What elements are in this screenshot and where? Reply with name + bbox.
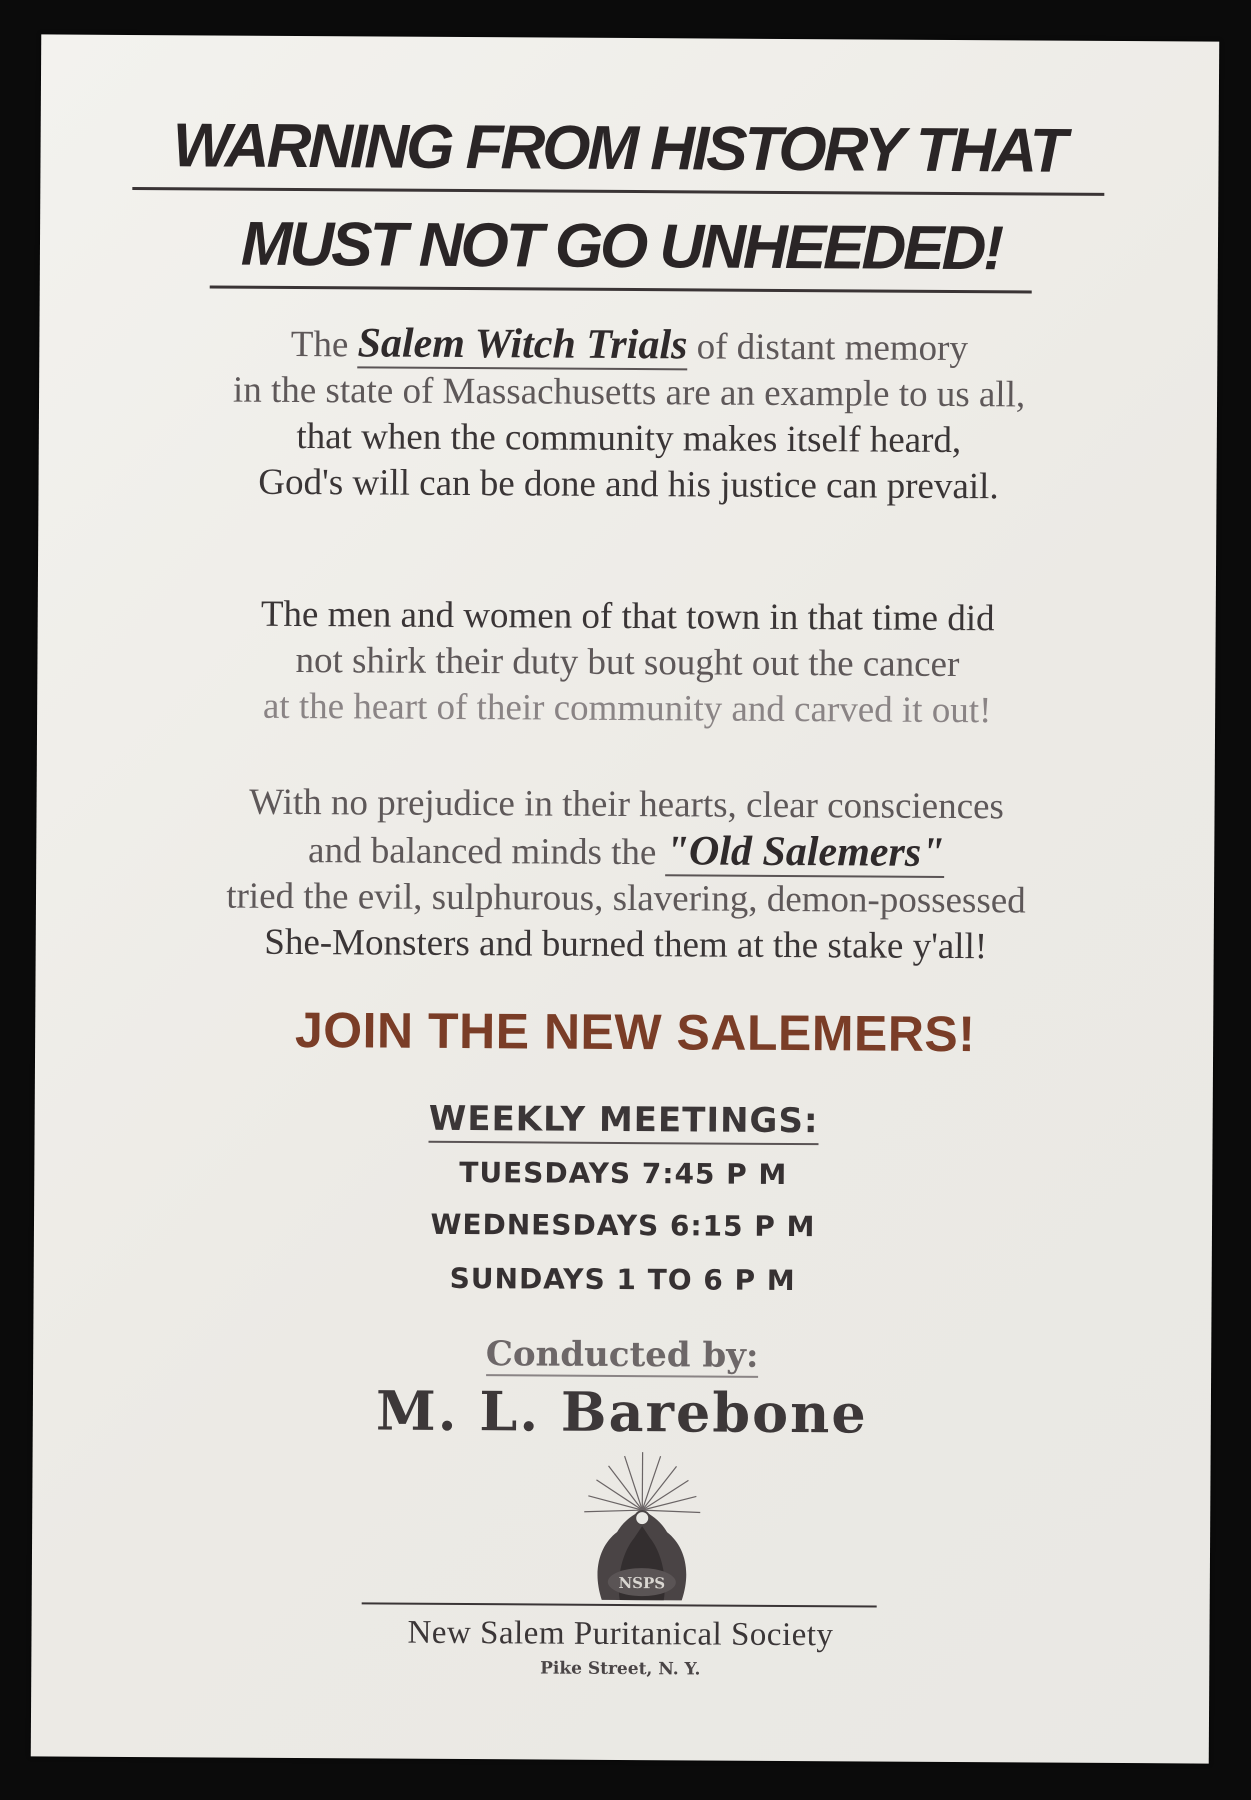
- paragraph-salem-trials: [128, 319, 1129, 511]
- paragraph-men-and-women: [127, 591, 1128, 735]
- paragraph-line: in the state of Massachusetts are an example to us all,: [232, 369, 1026, 416]
- paragraph-line: The men and women of that town in that time did: [260, 593, 995, 640]
- paragraph-line: With no prejudice in their hearts, clear consciences: [249, 781, 1005, 828]
- meetings-heading-text: WEEKLY MEETINGS:: [429, 1099, 819, 1145]
- text-fragment: and balanced minds the: [307, 830, 666, 874]
- text-fragment: The: [290, 323, 358, 366]
- conducted-by-text: Conducted by:: [485, 1334, 759, 1376]
- headline-line-2: MUST NOT GO UNHEEDED!: [210, 205, 1032, 293]
- call-to-action: JOIN THE NEW SALEMERS!: [294, 1001, 976, 1063]
- salem-witch-trials-emphasis: Salem Witch Trials: [357, 320, 688, 369]
- paragraph-line: [126, 825, 1126, 879]
- society-name: New Salem Puritanical Society: [407, 1614, 834, 1654]
- old-salemers-emphasis: "Old Salemers": [665, 828, 945, 876]
- flyer-content: [31, 34, 1219, 1763]
- meeting-time: WEDNESDAYS 6:15 P M: [430, 1207, 816, 1244]
- meetings-heading: [35, 1094, 1213, 1145]
- conducted-by-label: [33, 1330, 1211, 1379]
- society-address: Pike Street, N. Y.: [540, 1658, 701, 1680]
- paragraph-line: [129, 319, 1129, 373]
- paragraph-line: not shirk their duty but sought out the cancer: [295, 639, 960, 686]
- headline-line-1: WARNING FROM HISTORY THAT: [132, 107, 1104, 196]
- meeting-time: TUESDAYS 7:45 P M: [459, 1155, 788, 1191]
- paragraph-line: that when the community makes itself heard,: [296, 415, 962, 462]
- paragraph-old-salemers: [126, 779, 1127, 971]
- meeting-time: SUNDAYS 1 TO 6 P M: [449, 1261, 796, 1298]
- emblem-initials: NSPS: [618, 1573, 666, 1593]
- paragraph-line: tried the evil, sulphurous, slavering, demon-possessed: [226, 875, 1026, 922]
- conductor-name: M. L. Barebone: [375, 1378, 868, 1446]
- paragraph-line: She-Monsters and burned them at the stake y'all!: [264, 921, 988, 968]
- paragraph-line: God's will can be done and his justice can prevail.: [258, 461, 999, 508]
- paragraph-line: at the heart of their community and carved it out!: [262, 685, 992, 732]
- society-emblem-icon: [572, 1450, 713, 1611]
- text-fragment: of distant memory: [687, 326, 969, 370]
- flyer-paper: [31, 34, 1219, 1763]
